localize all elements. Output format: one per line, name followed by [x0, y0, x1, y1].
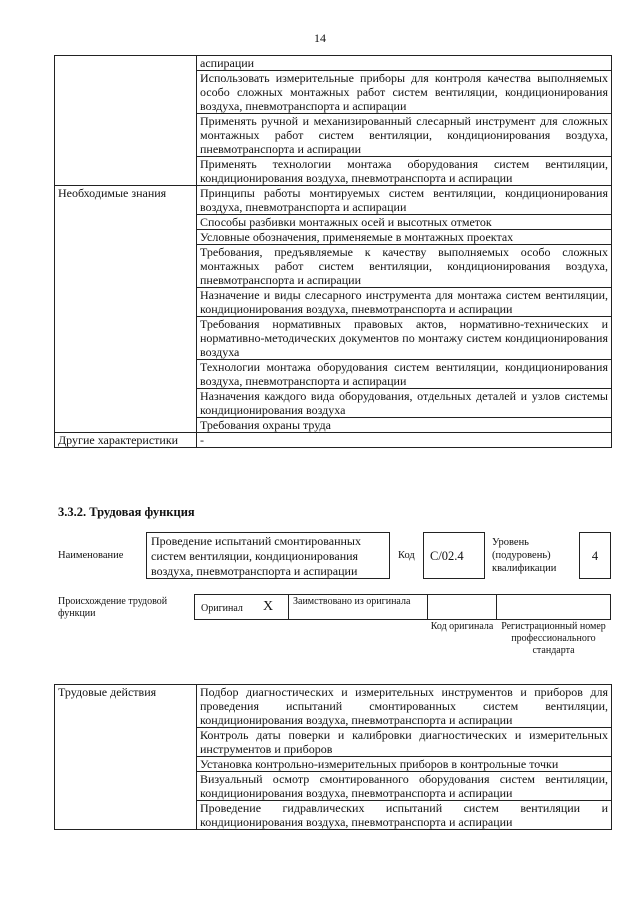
code-value: C/02.4: [430, 549, 464, 563]
section-title: 3.3.2. Трудовая функция: [58, 505, 195, 519]
code-original-label: Код оригинала: [430, 621, 494, 632]
function-name-box: [146, 532, 390, 579]
action-row: Подбор диагностических и измерительных инструментов и приборов для проведения испытаний смонтированных систем вентиляции, кондиционирования воздуха, пневмотранспорта и аспирации: [197, 685, 612, 728]
skill-row: аспирации: [197, 56, 612, 71]
level-value: 4: [591, 549, 599, 563]
labor-actions-table: [54, 684, 612, 830]
name-label: Наименование: [58, 550, 124, 561]
action-row: Контроль даты поверки и калибровки диагностических и измерительных инструментов и приборов: [197, 728, 612, 757]
code-label: Код: [398, 550, 415, 561]
original-label: Оригинал: [201, 603, 243, 614]
knowledge-row: Условные обозначения, применяемые в монтажных проектах: [197, 230, 612, 245]
action-row: Визуальный осмотр смонтированного оборудования систем вентиляции, кондиционирования воздуха, пневмотранспорта и аспирации: [197, 772, 612, 801]
other-characteristics-value: -: [197, 433, 612, 448]
knowledge-row: Требования, предъявляемые к качеству выполняемых особо сложных монтажных работ систем вентиляции, кондиционирования воздуха, пневмотранспорта и аспирации: [197, 245, 612, 288]
knowledge-row: Требования охраны труда: [197, 418, 612, 433]
knowledge-label: Необходимые знания: [55, 186, 197, 433]
skills-label-cell: [55, 56, 197, 186]
borrowed-box: [288, 594, 428, 620]
knowledge-row: Требования нормативных правовых актов, нормативно-технических и нормативно-методических документов по монтажу систем кондиционирования воздуха: [197, 317, 612, 360]
skill-row: Использовать измерительные приборы для контроля качества выполняемых особо сложных монтажных работ систем вентиляции, кондиционирования воздуха, пневмотранспорта и аспирации: [197, 71, 612, 114]
action-row: Проведение гидравлических испытаний систем вентиляции и кондиционирования воздуха, пневмотранспорта и аспирации: [197, 801, 612, 830]
reg-number-label: Регистрационный номер профессионального стандарта: [501, 621, 606, 656]
knowledge-row: Способы разбивки монтажных осей и высотных отметок: [197, 215, 612, 230]
borrowed-label: Заимствовано из оригинала: [293, 596, 411, 607]
knowledge-row: Назначения каждого вида оборудования, отдельных деталей и узлов системы кондиционирования воздуха: [197, 389, 612, 418]
knowledge-row: Технологии монтажа оборудования систем вентиляции, кондиционирования воздуха, пневмотранспорта и аспирации: [197, 360, 612, 389]
level-label: Уровень (подуровень) квалификации: [492, 537, 557, 574]
skill-row: Применять ручной и механизированный слесарный инструмент для сложных монтажных работ систем вентиляции, кондиционирования воздуха, пневмотранспорта и аспирации: [197, 114, 612, 157]
function-name: Проведение испытаний смонтированных систем вентиляции, кондиционирования воздуха, пневмотранспорта и аспирации: [151, 534, 361, 578]
origin-label: Происхождение трудовой функции: [58, 596, 168, 619]
original-mark: X: [263, 599, 274, 614]
page-number: 14: [314, 31, 326, 45]
knowledge-row: Принципы работы монтируемых систем вентиляции, кондиционирования воздуха, пневмотранспорта и аспирации: [197, 186, 612, 215]
code-box: [423, 532, 485, 579]
code-original-box: [427, 594, 497, 620]
actions-label: Трудовые действия: [55, 685, 197, 830]
original-box: [194, 594, 289, 620]
knowledge-row: Назначение и виды слесарного инструмента для монтажа систем вентиляции, кондиционирования воздуха, пневмотранспорта и аспирации: [197, 288, 612, 317]
skill-row: Применять технологии монтажа оборудования систем вентиляции, кондиционирования воздуха, пневмотранспорта и аспирации: [197, 157, 612, 186]
other-characteristics-label: Другие характеристики: [55, 433, 197, 448]
competency-table-continued: [54, 55, 612, 448]
action-row: Установка контрольно-измерительных приборов в контрольные точки: [197, 757, 612, 772]
reg-number-box: [496, 594, 611, 620]
level-box: [579, 532, 611, 579]
